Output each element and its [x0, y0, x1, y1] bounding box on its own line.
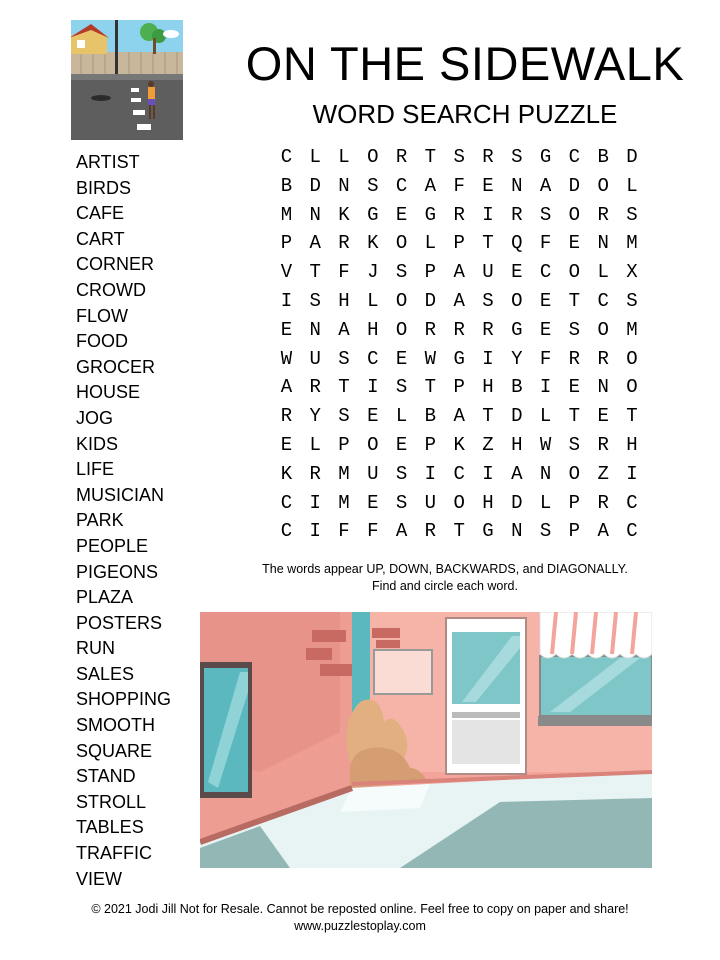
grid-letter[interactable]: R — [395, 146, 408, 168]
word-list-item: STROLL — [76, 791, 147, 812]
grid-letter[interactable]: R — [338, 232, 350, 255]
grid-letter[interactable]: D — [511, 491, 523, 514]
grid-letter[interactable]: S — [539, 203, 552, 226]
grid-row — [272, 201, 646, 230]
grid-letter[interactable]: S — [338, 347, 350, 370]
grid-letter[interactable]: L — [424, 232, 437, 255]
grid-letter[interactable]: S — [395, 376, 408, 399]
grid-letter[interactable]: R — [453, 318, 465, 341]
grid-letter[interactable]: S — [367, 174, 379, 197]
grid-letter[interactable]: G — [424, 203, 437, 226]
grid-letter[interactable]: T — [482, 405, 494, 428]
grid-letter[interactable]: J — [367, 261, 379, 284]
grid-letter[interactable]: O — [597, 318, 609, 341]
grid-letter[interactable]: Q — [511, 232, 523, 255]
word-list-item: GROCER — [76, 356, 156, 377]
grid-letter[interactable]: O — [395, 318, 408, 341]
word-list-item: CORNER — [76, 254, 155, 275]
grid-letter[interactable]: A — [280, 376, 293, 399]
word-list-item: FLOW — [76, 305, 128, 326]
grid-letter[interactable]: O — [568, 203, 581, 226]
grid-letter[interactable]: F — [338, 261, 350, 284]
grid-letter[interactable]: N — [511, 174, 523, 197]
grid-letter[interactable]: E — [568, 376, 581, 399]
grid-letter[interactable]: T — [338, 376, 350, 399]
grid-letter[interactable]: L — [626, 174, 638, 197]
grid-letter[interactable]: Z — [597, 462, 609, 485]
word-list-item: TRAFFIC — [76, 843, 152, 864]
grid-letter[interactable]: P — [338, 433, 350, 456]
puzzle-subtitle: WORD SEARCH PUZZLE — [312, 99, 618, 129]
grid-letter[interactable]: T — [453, 520, 465, 543]
grid-letter[interactable]: G — [453, 347, 465, 370]
grid-letter[interactable]: W — [280, 347, 293, 370]
grid-letter[interactable]: I — [539, 376, 552, 399]
grid-letter[interactable]: D — [626, 146, 638, 168]
grid-letter[interactable]: S — [539, 520, 552, 543]
grid-row — [272, 431, 646, 460]
grid-row — [272, 316, 646, 345]
grid-letter[interactable]: R — [568, 347, 581, 370]
grid-letter[interactable]: H — [482, 491, 494, 514]
instructions-line-2: Find and circle each word. — [372, 579, 518, 593]
grid-row — [272, 143, 646, 172]
grid-letter[interactable]: D — [309, 174, 321, 197]
grid-letter[interactable]: M — [280, 203, 293, 226]
grid-letter[interactable]: C — [597, 289, 609, 312]
grid-letter[interactable]: L — [539, 491, 552, 514]
grid-letter[interactable]: C — [280, 520, 293, 543]
grid-letter[interactable]: C — [626, 520, 638, 543]
grid-letter[interactable]: R — [482, 146, 494, 168]
word-list-item: JOG — [76, 407, 114, 428]
grid-letter[interactable]: T — [568, 405, 581, 428]
grid-letter[interactable]: P — [424, 261, 437, 284]
grid-letter[interactable]: P — [453, 376, 465, 399]
grid-letter[interactable]: O — [568, 261, 581, 284]
word-list-item: ARTIST — [76, 152, 140, 172]
grid-letter[interactable]: N — [597, 376, 609, 399]
grid-letter[interactable]: R — [309, 376, 321, 399]
grid-letter[interactable]: H — [626, 433, 638, 456]
grid-row — [272, 460, 646, 489]
grid-letter[interactable]: A — [511, 462, 523, 485]
grid-letter[interactable]: Z — [482, 433, 494, 456]
grid-letter[interactable]: S — [395, 462, 408, 485]
grid-row — [272, 489, 646, 518]
grid-letter[interactable]: A — [453, 405, 465, 428]
grid-letter[interactable]: L — [395, 405, 408, 428]
grid-letter[interactable]: R — [597, 347, 609, 370]
grid-letter[interactable]: S — [482, 289, 494, 312]
grid-letter[interactable]: I — [482, 203, 494, 226]
word-list-item: PLAZA — [76, 587, 134, 608]
letter-grid — [272, 143, 646, 546]
grid-row — [272, 345, 646, 374]
grid-letter[interactable]: A — [453, 261, 465, 284]
word-list-item: TABLES — [76, 817, 144, 838]
grid-letter[interactable]: L — [309, 433, 321, 456]
grid-letter[interactable]: D — [511, 405, 523, 428]
grid-letter[interactable]: U — [309, 347, 321, 370]
word-list-item: KIDS — [76, 433, 119, 454]
grid-letter[interactable]: H — [338, 289, 350, 312]
website-url[interactable]: www.puzzlestoplay.com — [294, 919, 426, 933]
grid-letter[interactable]: T — [309, 261, 321, 284]
grid-letter[interactable]: T — [626, 405, 638, 428]
grid-row — [272, 373, 646, 402]
grid-letter[interactable]: U — [424, 491, 437, 514]
grid-letter[interactable]: N — [511, 520, 523, 543]
grid-row — [272, 287, 646, 316]
grid-letter[interactable]: M — [626, 318, 638, 341]
grid-letter[interactable]: M — [338, 491, 350, 514]
grid-letter[interactable]: O — [511, 289, 523, 312]
grid-letter[interactable]: R — [597, 203, 609, 226]
grid-letter[interactable]: R — [424, 318, 437, 341]
grid-letter[interactable]: A — [309, 232, 321, 255]
grid-letter[interactable]: O — [367, 433, 379, 456]
grid-letter[interactable]: K — [453, 433, 465, 456]
grid-letter[interactable]: P — [424, 433, 437, 456]
grid-letter[interactable]: L — [338, 146, 350, 168]
grid-letter[interactable]: E — [482, 174, 494, 197]
grid-letter[interactable]: R — [424, 520, 437, 543]
grid-row — [272, 172, 646, 201]
instructions — [230, 561, 660, 595]
grid-row — [272, 258, 646, 287]
word-list-item: SALES — [76, 663, 135, 684]
grid-letter[interactable]: E — [539, 318, 552, 341]
grid-letter[interactable]: W — [539, 433, 552, 456]
grid-letter[interactable]: A — [597, 520, 609, 543]
grid-letter[interactable]: N — [539, 462, 552, 485]
grid-letter[interactable]: N — [309, 203, 321, 226]
grid-letter[interactable]: E — [280, 318, 293, 341]
puzzle-title: ON THE SIDEWALK — [245, 37, 685, 90]
grid-letter[interactable]: C — [568, 146, 581, 168]
grid-letter[interactable]: A — [338, 318, 350, 341]
grid-letter[interactable]: L — [597, 261, 609, 284]
grid-letter[interactable]: M — [626, 232, 638, 255]
grid-letter[interactable]: B — [424, 405, 437, 428]
grid-letter[interactable]: H — [482, 376, 494, 399]
grid-letter[interactable]: I — [367, 376, 379, 399]
grid-letter[interactable]: I — [424, 462, 437, 485]
grid-row — [272, 402, 646, 431]
grid-letter[interactable]: S — [309, 289, 321, 312]
grid-letter[interactable]: R — [511, 203, 523, 226]
grid-letter[interactable]: M — [338, 462, 350, 485]
grid-letter[interactable]: E — [280, 433, 293, 456]
grid-letter[interactable]: A — [395, 520, 408, 543]
grid-letter[interactable]: H — [511, 433, 523, 456]
grid-letter[interactable]: O — [395, 289, 408, 312]
grid-letter[interactable]: O — [367, 146, 379, 168]
grid-letter[interactable]: B — [280, 174, 293, 197]
grid-letter[interactable]: R — [482, 318, 494, 341]
grid-letter[interactable]: P — [568, 520, 581, 543]
grid-letter[interactable]: Y — [511, 347, 523, 370]
word-list-item: VIEW — [76, 868, 123, 889]
grid-letter[interactable]: C — [453, 462, 465, 485]
street-scene-illustration — [200, 612, 652, 868]
grid-letter[interactable]: E — [539, 289, 552, 312]
grid-letter[interactable]: H — [367, 318, 379, 341]
grid-letter[interactable]: E — [568, 232, 581, 255]
grid-letter[interactable]: T — [424, 146, 437, 168]
word-list-item: RUN — [76, 638, 115, 659]
grid-letter[interactable]: U — [367, 462, 379, 485]
grid-letter[interactable]: I — [280, 289, 293, 312]
grid-letter[interactable]: F — [539, 347, 552, 370]
grid-letter[interactable]: K — [367, 232, 379, 255]
grid-letter[interactable]: Y — [309, 405, 321, 428]
grid-letter[interactable]: S — [626, 289, 638, 312]
grid-letter[interactable]: O — [597, 174, 609, 197]
grid-letter[interactable]: R — [309, 462, 321, 485]
grid-letter[interactable]: X — [626, 261, 638, 284]
grid-letter[interactable]: S — [338, 405, 350, 428]
grid-letter[interactable]: W — [424, 347, 437, 370]
grid-letter[interactable]: K — [280, 462, 293, 485]
grid-letter[interactable]: S — [568, 433, 581, 456]
grid-letter[interactable]: O — [568, 462, 581, 485]
grid-row — [272, 517, 646, 546]
grid-letter[interactable]: P — [568, 491, 581, 514]
grid-letter[interactable]: S — [395, 261, 408, 284]
grid-letter[interactable]: L — [367, 289, 379, 312]
grid-letter[interactable]: S — [626, 203, 638, 226]
grid-letter[interactable]: F — [338, 520, 350, 543]
grid-letter[interactable]: S — [568, 318, 581, 341]
grid-letter[interactable]: A — [424, 174, 437, 197]
grid-letter[interactable]: V — [280, 261, 293, 284]
word-list-item: PIGEONS — [76, 561, 159, 582]
grid-letter[interactable]: O — [395, 232, 408, 255]
word-list-item: POSTERS — [76, 612, 163, 633]
word-list-item: SMOOTH — [76, 715, 155, 736]
grid-letter[interactable]: F — [367, 520, 379, 543]
grid-letter[interactable]: E — [367, 405, 379, 428]
word-list-item: MUSICIAN — [76, 484, 165, 505]
grid-letter[interactable]: C — [539, 261, 552, 284]
grid-letter[interactable]: S — [511, 146, 523, 168]
grid-letter[interactable]: L — [539, 405, 552, 428]
word-list — [76, 150, 171, 892]
grid-letter[interactable]: K — [338, 203, 350, 226]
grid-letter[interactable]: D — [424, 289, 437, 312]
grid-letter[interactable]: O — [626, 347, 638, 370]
grid-letter[interactable]: G — [482, 520, 494, 543]
grid-letter[interactable]: I — [626, 462, 638, 485]
word-list-item: HOUSE — [76, 382, 141, 403]
grid-letter[interactable]: R — [597, 491, 609, 514]
word-list-item: CART — [76, 228, 125, 249]
grid-letter[interactable]: I — [309, 491, 321, 514]
word-list-item: STAND — [76, 766, 136, 787]
grid-letter[interactable]: C — [280, 146, 293, 168]
grid-letter[interactable]: E — [367, 491, 379, 514]
word-list-item: LIFE — [76, 459, 115, 480]
grid-letter[interactable]: F — [453, 174, 465, 197]
grid-letter[interactable]: E — [395, 433, 408, 456]
grid-letter[interactable]: L — [309, 146, 321, 168]
grid-letter[interactable]: R — [453, 203, 465, 226]
instructions-line-1: The words appear UP, DOWN, BACKWARDS, and DIAGONALLY. — [262, 562, 628, 576]
grid-letter[interactable]: R — [280, 405, 293, 428]
grid-letter[interactable]: T — [568, 289, 581, 312]
grid-letter[interactable]: P — [453, 232, 465, 255]
grid-letter[interactable]: T — [482, 232, 494, 255]
grid-letter[interactable]: G — [511, 318, 523, 341]
word-list-item: FOOD — [76, 331, 128, 352]
grid-letter[interactable]: B — [597, 146, 609, 168]
grid-letter[interactable]: O — [453, 491, 465, 514]
grid-letter[interactable]: C — [626, 491, 638, 514]
grid-letter[interactable]: N — [309, 318, 321, 341]
grid-letter[interactable]: G — [367, 203, 379, 226]
grid-letter[interactable]: S — [395, 491, 408, 514]
sidewalk-thumbnail-illustration — [71, 20, 183, 140]
grid-letter[interactable]: I — [309, 520, 321, 543]
word-list-item: SHOPPING — [76, 689, 172, 710]
grid-letter[interactable]: R — [597, 433, 609, 456]
grid-letter[interactable]: C — [395, 174, 408, 197]
grid-letter[interactable]: F — [539, 232, 552, 255]
word-list-item: SQUARE — [76, 740, 153, 761]
grid-letter[interactable]: E — [395, 203, 408, 226]
grid-letter[interactable]: N — [338, 174, 350, 197]
grid-letter[interactable]: O — [626, 376, 638, 399]
word-list-item: PEOPLE — [76, 535, 149, 556]
grid-letter[interactable]: P — [280, 232, 293, 255]
word-list-item: CAFE — [76, 203, 125, 224]
grid-letter[interactable]: I — [482, 462, 494, 485]
grid-row — [272, 229, 646, 258]
grid-letter[interactable]: E — [597, 405, 609, 428]
grid-letter[interactable]: B — [511, 376, 523, 399]
grid-letter[interactable]: A — [539, 174, 552, 197]
grid-letter[interactable]: E — [511, 261, 523, 284]
grid-letter[interactable]: C — [280, 491, 293, 514]
copyright-notice: © 2021 Jodi Jill Not for Resale. Cannot be reposted online. Feel free to copy on paper and share! — [91, 902, 629, 916]
word-list-item: CROWD — [76, 279, 146, 300]
grid-letter[interactable]: U — [482, 261, 494, 284]
grid-letter[interactable]: E — [395, 347, 408, 370]
word-list-item: PARK — [76, 510, 124, 531]
grid-letter[interactable]: D — [568, 174, 581, 197]
grid-letter[interactable]: T — [424, 376, 437, 399]
grid-letter[interactable]: C — [367, 347, 379, 370]
word-list-item: BIRDS — [76, 177, 132, 198]
grid-letter[interactable]: G — [539, 146, 552, 168]
grid-letter[interactable]: N — [597, 232, 609, 255]
grid-letter[interactable]: A — [453, 289, 465, 312]
grid-letter[interactable]: I — [482, 347, 494, 370]
grid-letter[interactable]: S — [453, 146, 465, 168]
